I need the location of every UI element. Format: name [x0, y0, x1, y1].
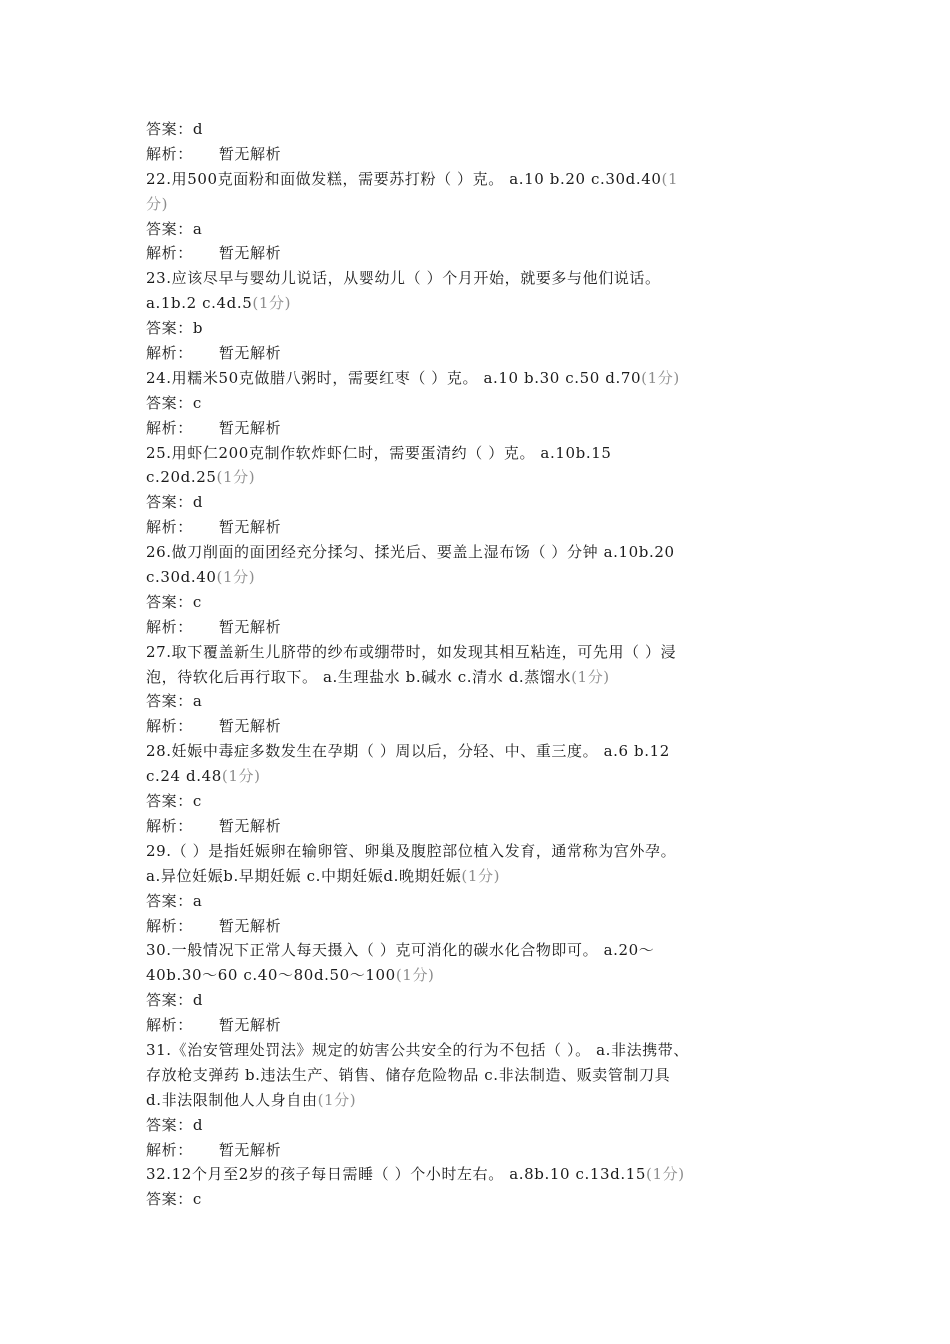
answer-line	[146, 217, 826, 242]
analysis-label: 解析：	[146, 518, 193, 537]
score-label: (1分)	[641, 368, 680, 387]
question-text: 30.一般情况下正常人每天摄入（ ）克可消化的碳水化合物即可。 a.20～	[146, 941, 655, 960]
answer-line	[146, 789, 826, 814]
answer-value: b	[192, 319, 204, 338]
question-text: c.24 d.48	[146, 767, 222, 786]
question-text: 25.用虾仁200克制作软炸虾仁时，需要蛋清约（ ）克。 a.10b.15	[146, 443, 612, 462]
score-label: (1分)	[461, 866, 501, 885]
analysis-label: 解析：	[146, 1016, 193, 1035]
analysis-label: 解析：	[146, 418, 193, 437]
analysis-value: 暂无解析	[218, 916, 282, 935]
question-text: a.异位妊娠b.早期妊娠 c.中期妊娠d.晚期妊娠	[146, 866, 462, 885]
question-text: c.20d.25	[146, 468, 217, 487]
answer-label: 答案：	[146, 1115, 193, 1134]
question-line	[146, 366, 826, 391]
question-line	[146, 1063, 826, 1088]
question-text: 泡，待软化后再行取下。 a.生理盐水 b.碱水 c.清水 d.蒸馏水	[146, 667, 572, 686]
analysis-value: 暂无解析	[218, 418, 282, 437]
score-label: (1分)	[252, 294, 292, 313]
question-line	[146, 963, 826, 988]
question-text: 31.《治安管理处罚法》规定的妨害公共安全的行为不包括（ ）。 a.非法携带、	[146, 1040, 690, 1059]
question-text: 26.做刀削面的面团经充分揉匀、揉光后、要盖上湿布饧（ ）分钟 a.10b.20	[146, 543, 675, 562]
analysis-label: 解析：	[146, 617, 193, 636]
answer-line	[146, 490, 826, 515]
analysis-line	[146, 714, 826, 739]
question-line	[146, 291, 826, 316]
question-line	[146, 640, 826, 665]
answer-line	[146, 889, 826, 914]
question-line	[146, 764, 826, 789]
analysis-value: 暂无解析	[218, 344, 282, 363]
question-line	[146, 864, 826, 889]
analysis-value: 暂无解析	[218, 518, 282, 537]
score-label: (1分)	[216, 468, 256, 487]
answer-line	[146, 689, 826, 714]
answer-value: a	[192, 692, 203, 711]
answer-value: d	[192, 1115, 204, 1134]
answer-line	[146, 391, 826, 416]
answer-line	[146, 590, 826, 615]
analysis-label: 解析：	[146, 344, 193, 363]
score-label: (1分)	[395, 966, 435, 985]
analysis-label: 解析：	[146, 816, 193, 835]
answer-label: 答案：	[146, 493, 193, 512]
question-line	[146, 665, 826, 690]
score-label: (1分)	[646, 1165, 685, 1184]
analysis-line	[146, 416, 826, 441]
analysis-value: 暂无解析	[218, 244, 282, 263]
answer-label: 答案：	[146, 692, 193, 711]
question-text: 29.（ ）是指妊娠卵在输卵管、卵巢及腹腔部位植入发育，通常称为宫外孕。	[146, 841, 677, 860]
answer-label: 答案：	[146, 393, 193, 412]
answer-value: c	[192, 393, 202, 412]
analysis-line	[146, 615, 826, 640]
question-line	[146, 1088, 826, 1113]
answer-value: c	[192, 592, 202, 611]
question-text: 23.应该尽早与婴幼儿说话，从婴幼儿（ ）个月开始，就要多与他们说话。	[146, 269, 661, 288]
score-label: (1	[661, 169, 679, 188]
answer-value: a	[192, 219, 203, 238]
analysis-line	[146, 241, 826, 266]
answer-line	[146, 988, 826, 1013]
analysis-label: 解析：	[146, 717, 193, 736]
question-text: 存放枪支弹药 b.违法生产、销售、储存危险物品 c.非法制造、贩卖管制刀具	[146, 1065, 671, 1084]
question-text: 24.用糯米50克做腊八粥时，需要红枣（ ）克。 a.10 b.30 c.50 d.70	[146, 368, 642, 387]
analysis-line	[146, 341, 826, 366]
question-line	[146, 1162, 826, 1187]
question-line	[146, 739, 826, 764]
question-text: 32.12个月至2岁的孩子每日需睡（ ）个小时左右。 a.8b.10 c.13d.15	[146, 1165, 647, 1184]
answer-line	[146, 316, 826, 341]
score-label: (1分)	[571, 667, 610, 686]
score-label: 分)	[146, 194, 169, 213]
question-text: 27.取下覆盖新生儿脐带的纱布或绷带时，如发现其相互粘连，可先用（ ）浸	[146, 642, 677, 661]
question-text: 40b.30～60 c.40～80d.50～100	[146, 966, 396, 985]
question-line	[146, 192, 826, 217]
question-text: a.1b.2 c.4d.5	[146, 294, 253, 313]
score-label: (1分)	[317, 1090, 357, 1109]
question-line	[146, 441, 826, 466]
answer-value: d	[192, 493, 204, 512]
analysis-line	[146, 1138, 826, 1163]
answer-label: 答案：	[146, 219, 193, 238]
analysis-value: 暂无解析	[218, 1140, 282, 1159]
analysis-line	[146, 515, 826, 540]
analysis-value: 暂无解析	[218, 617, 282, 636]
question-line	[146, 938, 826, 963]
score-label: (1分)	[216, 568, 256, 587]
question-text: 28.妊娠中毒症多数发生在孕期（ ）周以后，分轻、中、重三度。 a.6 b.12	[146, 742, 670, 761]
answer-label: 答案：	[146, 592, 193, 611]
question-line	[146, 565, 826, 590]
analysis-label: 解析：	[146, 144, 193, 163]
answer-value: c	[192, 1190, 202, 1209]
answer-value: c	[192, 792, 202, 811]
analysis-label: 解析：	[146, 916, 193, 935]
analysis-label: 解析：	[146, 1140, 193, 1159]
answer-line	[146, 1187, 826, 1212]
analysis-line	[146, 142, 826, 167]
document-page	[146, 117, 826, 1212]
answer-label: 答案：	[146, 1190, 193, 1209]
score-label: (1分)	[221, 767, 261, 786]
question-line	[146, 266, 826, 291]
question-line	[146, 167, 826, 192]
question-line	[146, 540, 826, 565]
answer-label: 答案：	[146, 891, 193, 910]
answer-label: 答案：	[146, 991, 193, 1010]
answer-label: 答案：	[146, 120, 193, 138]
answer-label: 答案：	[146, 319, 193, 338]
answer-value: a	[192, 891, 203, 910]
analysis-value: 暂无解析	[218, 1016, 282, 1035]
analysis-line	[146, 914, 826, 939]
question-text: 22.用500克面粉和面做发糕，需要苏打粉（ ）克。 a.10 b.20 c.30d.40	[146, 169, 662, 188]
analysis-line	[146, 1013, 826, 1038]
analysis-value: 暂无解析	[218, 717, 282, 736]
analysis-line	[146, 814, 826, 839]
answer-label: 答案：	[146, 792, 193, 811]
analysis-value: 暂无解析	[218, 816, 282, 835]
answer-value: d	[192, 120, 204, 138]
question-line	[146, 839, 826, 864]
answer-value: d	[192, 991, 204, 1010]
answer-line	[146, 1113, 826, 1138]
question-line	[146, 1038, 826, 1063]
question-text: d.非法限制他人人身自由	[146, 1090, 318, 1109]
analysis-label: 解析：	[146, 244, 193, 263]
answer-line	[146, 117, 826, 142]
analysis-value: 暂无解析	[218, 144, 282, 163]
question-text: c.30d.40	[146, 568, 217, 587]
question-line	[146, 465, 826, 490]
